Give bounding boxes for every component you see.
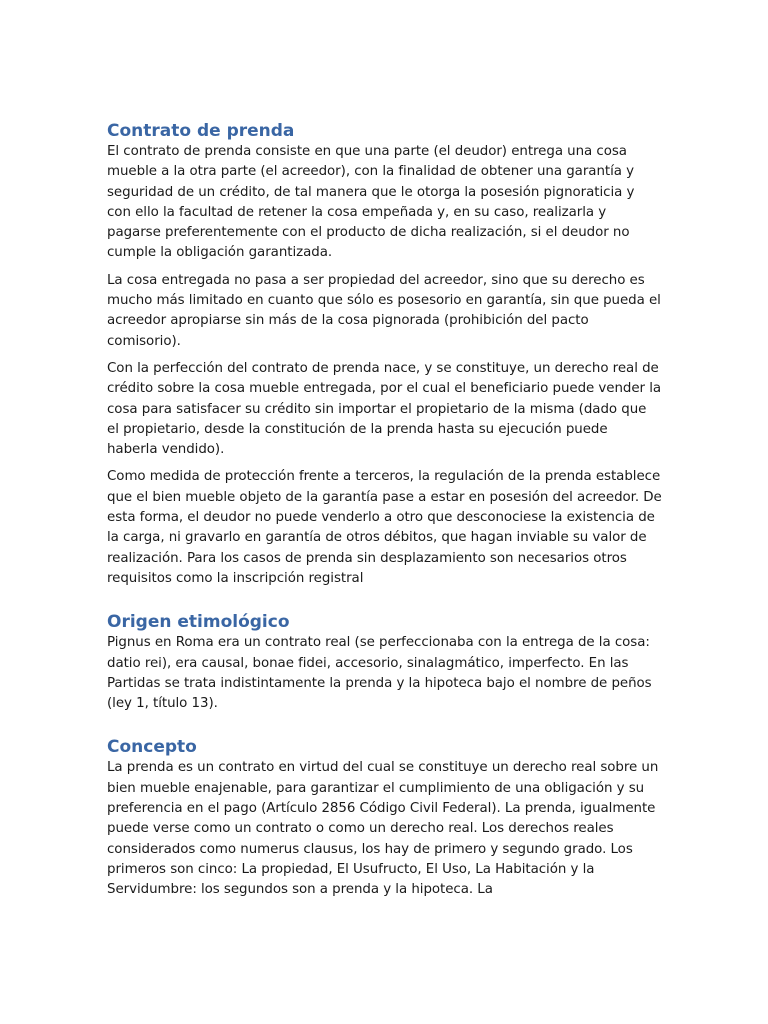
paragraph: La prenda es un contrato en virtud del cual se constituye un derecho real sobre un bien mueble enajenable, para garantizar el cumplimiento de una obligación y su preferencia en el pago (Artículo 2856 Código Civil Federal). La prenda, igualmente puede verse como un contrato o como un derecho real. Los derechos reales considerados como numerus clausus, los hay de primero y segundo grado. Los primeros son cinco: La propiedad, El Usufructo, El Uso, La Habitación y la Servidumbre: los segundos son a prenda y la hipoteca. La (107, 760, 659, 898)
paragraph: Como medida de protección frente a terceros, la regulación de la prenda establece que el bien mueble objeto de la garantía pase a estar en posesión del acreedor. De esta forma, el deudor no puede venderlo a otro que desconociese la existencia de la carga, ni gravarlo en garantía de otros débitos, que hagan inviable su valor de realización. Para los casos de prenda sin desplazamiento son necesarios otros requisitos como la inscripción registral (107, 469, 662, 586)
section-heading: Contrato de prenda (107, 121, 295, 141)
section-contrato-de-prenda (107, 118, 662, 589)
paragraph: La cosa entregada no pasa a ser propiedad del acreedor, sino que su derecho es mucho más limitado en cuanto que sólo es posesorio en garantía, sin que pueda el acreedor apropiarse sin más de la cosa pignorada (prohibición del pacto comisorio). (107, 272, 661, 349)
paragraph: El contrato de prenda consiste en que una parte (el deudor) entrega una cosa mueble a la otra parte (el acreedor), con la finalidad de obtener una garantía y seguridad de un crédito, de tal manera que le otorga la posesión pignoraticia y con ello la facultad de retener la cosa empeñada y, en su caso, realizarla y pagarse preferentemente con el producto de dicha realización, si el deudor no cumple la obligación garantizada. (107, 144, 635, 261)
section-origen-etimologico (107, 609, 662, 714)
section-heading: Origen etimológico (107, 612, 290, 633)
document-body (107, 118, 662, 901)
paragraph: Pignus en Roma era un contrato real (se perfeccionaba con la entrega de la cosa: datio rei), era causal, bonae fidei, accesorio, sinalagmático, imperfecto. En las Partidas se trata indistintamente la prenda y la hipoteca bajo el nombre de peños (ley 1, título 13). (107, 635, 652, 712)
section-heading: Concepto (107, 737, 197, 758)
section-concepto (107, 734, 662, 900)
paragraph: Con la perfección del contrato de prenda nace, y se constituye, un derecho real de crédito sobre la cosa mueble entregada, por el cual el beneficiario puede vender la cosa para satisfacer su crédito sin importar el propietario de la misma (dado que el propietario, desde la constitución de la prenda hasta su ejecución puede haberla vendido). (107, 360, 662, 458)
